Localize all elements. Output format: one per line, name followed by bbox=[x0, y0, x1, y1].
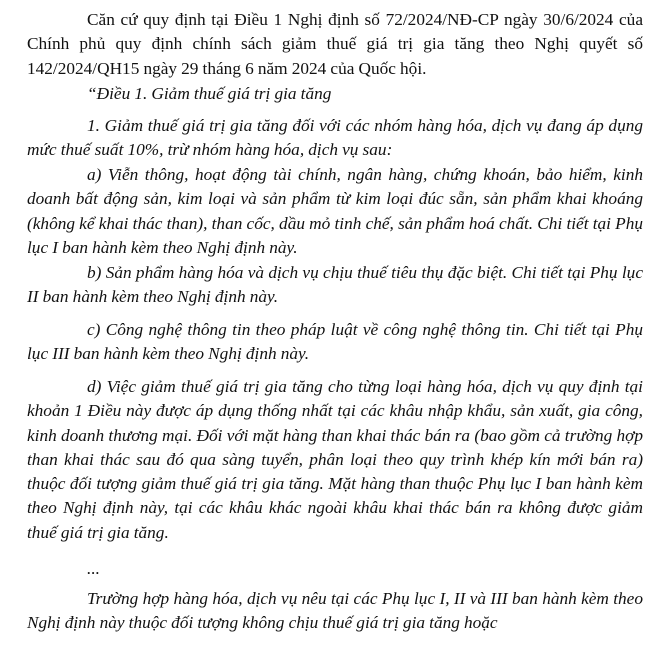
article-heading: “Điều 1. Giảm thuế giá trị gia tăng bbox=[87, 84, 332, 103]
intro-paragraph: Căn cứ quy định tại Điều 1 Nghị định số 72/2024/NĐ-CP ngày 30/6/2024 của Chính phủ quy định chính sách giảm thuế giá trị gia tăng theo Nghị quyết số 142/2024/QH15 ngày 29 tháng 6 năm 2024 của Quốc hội. bbox=[27, 10, 643, 78]
ellipsis-marker: ... bbox=[87, 559, 100, 578]
clause-1-paragraph: 1. Giảm thuế giá trị gia tăng đối với các nhóm hàng hóa, dịch vụ đang áp dụng mức thuế suất 10%, trừ nhóm hàng hóa, dịch vụ sau: bbox=[27, 116, 643, 160]
item-b-paragraph: b) Sản phẩm hàng hóa và dịch vụ chịu thuế tiêu thụ đặc biệt. Chi tiết tại Phụ lục II ban hành kèm theo Nghị định này. bbox=[27, 263, 643, 307]
item-c-paragraph: c) Công nghệ thông tin theo pháp luật về công nghệ thông tin. Chi tiết tại Phụ lục III ban hành kèm theo Nghị định này. bbox=[27, 320, 643, 364]
item-a-paragraph: a) Viễn thông, hoạt động tài chính, ngân hàng, chứng khoán, bảo hiểm, kinh doanh bất động sản, kim loại và sản phẩm từ kim loại đúc sẵn, sản phẩm khai khoáng (không kể khai thác than), than cốc, dầu mỏ tinh chế, sản phẩm hoá chất. Chi tiết tại Phụ lục I ban hành kèm theo Nghị định này. bbox=[27, 165, 643, 257]
closing-paragraph: Trường hợp hàng hóa, dịch vụ nêu tại các Phụ lục I, II và III ban hành kèm theo Nghị định này thuộc đối tượng không chịu thuế giá trị gia tăng hoặc bbox=[27, 589, 643, 633]
item-d-paragraph: d) Việc giảm thuế giá trị gia tăng cho từng loại hàng hóa, dịch vụ quy định tại khoản 1 Điều này được áp dụng thống nhất tại các khâu nhập khẩu, sản xuất, gia công, kinh doanh thương mại. Đối với mặt hàng than khai thác bán ra (bao gồm cả trường hợp than khai thác sau đó qua sàng tuyển, phân loại theo quy trình khép kín mới bán ra) thuộc đối tượng giảm thuế giá trị gia tăng. Mặt hàng than thuộc Phụ lục I ban hành kèm theo Nghị định này, tại các khâu khác ngoài khâu khai thác bán ra không được giảm thuế giá trị gia tăng. bbox=[27, 377, 643, 542]
